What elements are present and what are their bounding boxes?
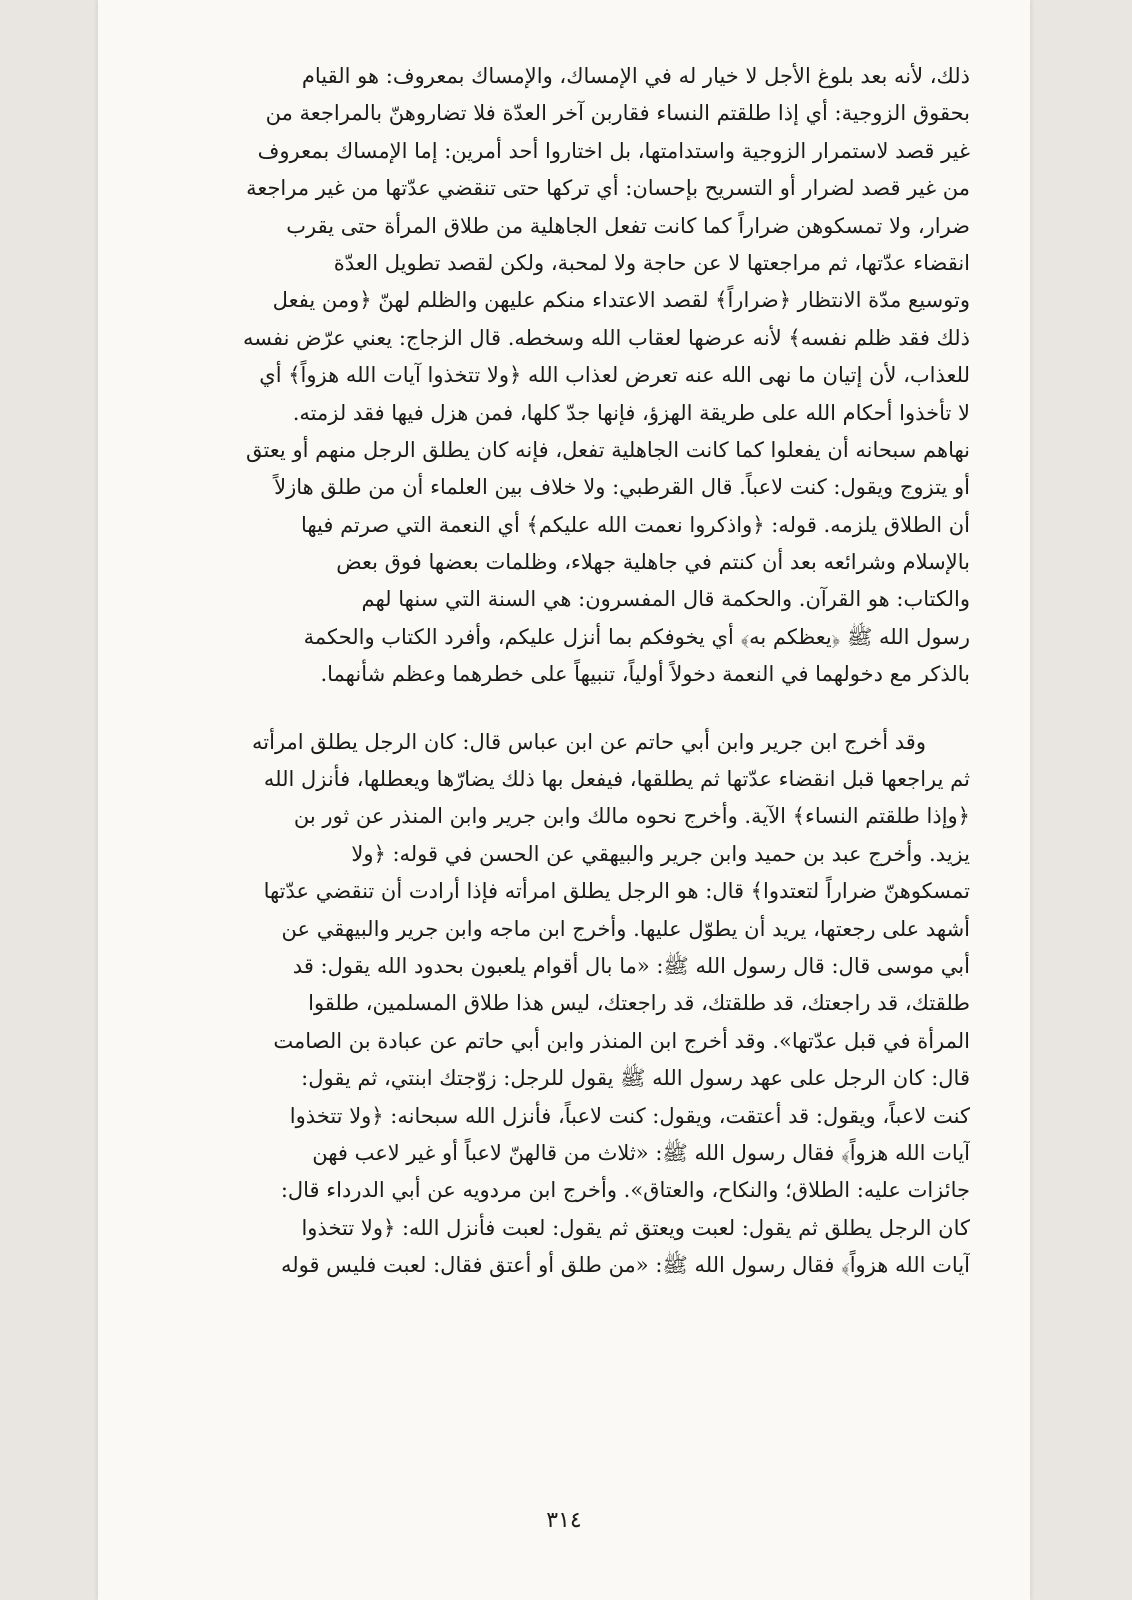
text-line: ﴿وإذا طلقتم النساء﴾ الآية. وأخرج نحوه مالك وابن جرير وابن المنذر عن ثور بن [293, 804, 970, 829]
text-line: وقد أخرج ابن جرير وابن أبي حاتم عن ابن عباس قال: كان الرجل يطلق امرأته [252, 729, 926, 754]
text-line: ضرار، ولا تمسكوهن ضراراً كما كانت تفعل الجاهلية من طلاق المرأة حتى يقرب [286, 213, 970, 238]
text-line: والكتاب: هو القرآن. والحكمة قال المفسرون: هي السنة التي سنها لهم [361, 587, 970, 612]
text-line: قال: كان الرجل على عهد رسول الله ﷺ يقول للرجل: زوّجتك ابنتي، ثم يقول: [301, 1066, 970, 1091]
text-line: نهاهم سبحانه أن يفعلوا كما كانت الجاهلية تفعل، فإنه كان يطلق الرجل منهم أو يعتق [245, 437, 970, 462]
text-line: وتوسيع مدّة الانتظار ﴿ضراراً﴾ لقصد الاعتداء منكم عليهن والظلم لهنّ ﴿ومن يفعل [272, 288, 970, 313]
text-line: أن الطلاق يلزمه. قوله: ﴿واذكروا نعمت الله عليكم﴾ أي النعمة التي صرتم فيها [300, 512, 970, 537]
text-line: ثم يراجعها قبل انقضاء عدّتها ثم يطلقها، فيفعل بها ذلك يضارّها ويعطلها، فأنزل الله [263, 767, 970, 792]
text-line: بالإسلام وشرائعه بعد أن كنتم في جاهلية جهلاء، وظلمات بعضها فوق بعض [336, 550, 970, 575]
text-line: للعذاب، لأن إتيان ما نهى الله عنه تعرض لعذاب الله ﴿ولا تتخذوا آيات الله هزواً﴾ أي [259, 363, 970, 388]
text-line: آيات الله هزواً﴾ فقال رسول الله ﷺ: «ثلاث من قالهنّ لاعباً أو غير لاعب فهن [312, 1140, 970, 1165]
book-page [98, 0, 1030, 1600]
text-line: كنت لاعباً، ويقول: قد أعتقت، ويقول: كنت لاعباً، فأنزل الله سبحانه: ﴿ولا تتخذوا [289, 1103, 970, 1128]
text-line: ذلك فقد ظلم نفسه﴾ لأنه عرضها لعقاب الله وسخطه. قال الزجاج: يعني عرّض نفسه [243, 325, 970, 350]
text-line: أو يتزوج ويقول: كنت لاعباً. قال القرطبي: ولا خلاف بين العلماء أن من طلق هازلاً [274, 475, 970, 500]
text-line: يزيد. وأخرج عبد بن حميد وابن جرير والبيهقي عن الحسن في قوله: ﴿ولا [351, 841, 970, 866]
text-line: انقضاء عدّتها، ثم مراجعتها لا عن حاجة ولا لمحبة، ولكن لقصد تطويل العدّة [333, 250, 970, 275]
text-line: رسول الله ﷺ ﴿يعظكم به﴾ أي يخوفكم بما أنزل عليكم، وأفرد الكتاب والحكمة [303, 624, 970, 649]
text-line: طلقتك، قد راجعتك، قد طلقتك، قد راجعتك، ليس هذا طلاق المسلمين، طلقوا [308, 991, 970, 1016]
body-text [164, 58, 970, 1285]
paragraph-spacer [164, 694, 970, 724]
text-line: جائزات عليه: الطلاق؛ والنكاح، والعتاق». وأخرج ابن مردويه عن أبي الدرداء قال: [280, 1178, 970, 1203]
text-line: غير قصد لاستمرار الزوجية واستدامتها، بل اختاروا أحد أمرين: إما الإمساك بمعروف [257, 138, 970, 163]
text-line: بالذكر مع دخولهما في النعمة دخولاً أولياً، تنبيهاً على خطرهما وعظم شأنهما. [320, 662, 970, 687]
text-line: من غير قصد لضرار أو التسريح بإحسان: أي تركها حتى تنقضي عدّتها من غير مراجعة [246, 176, 970, 201]
text-line: ذلك، لأنه بعد بلوغ الأجل لا خيار له في الإمساك، والإمساك بمعروف: هو القيام [301, 64, 970, 88]
text-line: آيات الله هزواً﴾ فقال رسول الله ﷺ: «من طلق أو أعتق فقال: لعبت فليس قوله [280, 1253, 970, 1278]
paragraph-2 [164, 724, 970, 1285]
paragraph-1 [164, 58, 970, 694]
text-line: أشهد على رجعتها، يريد أن يطوّل عليها. وأخرج ابن ماجه وابن جرير والبيهقي عن [281, 916, 970, 941]
text-line: بحقوق الزوجية: أي إذا طلقتم النساء فقاربن آخر العدّة فلا تضاروهنّ بالمراجعة من [265, 101, 970, 126]
page-number: ٣١٤ [546, 1508, 582, 1533]
text-line: تمسكوهنّ ضراراً لتعتدوا﴾ قال: هو الرجل يطلق امرأته فإذا أرادت أن تنقضي عدّتها [263, 879, 970, 904]
text-line: أبي موسى قال: قال رسول الله ﷺ: «ما بال أقوام يلعبون بحدود الله يقول: قد [292, 953, 970, 978]
text-line: المرأة في قبل عدّتها». وقد أخرج ابن المنذر وابن أبي حاتم عن عبادة بن الصامت [273, 1028, 970, 1053]
text-line: لا تأخذوا أحكام الله على طريقة الهزؤ، فإنها جدّ كلها، فمن هزل فيها فقد لزمته. [292, 400, 970, 425]
text-line: كان الرجل يطلق ثم يقول: لعبت ويعتق ثم يقول: لعبت فأنزل الله: ﴿ولا تتخذوا [301, 1215, 970, 1240]
